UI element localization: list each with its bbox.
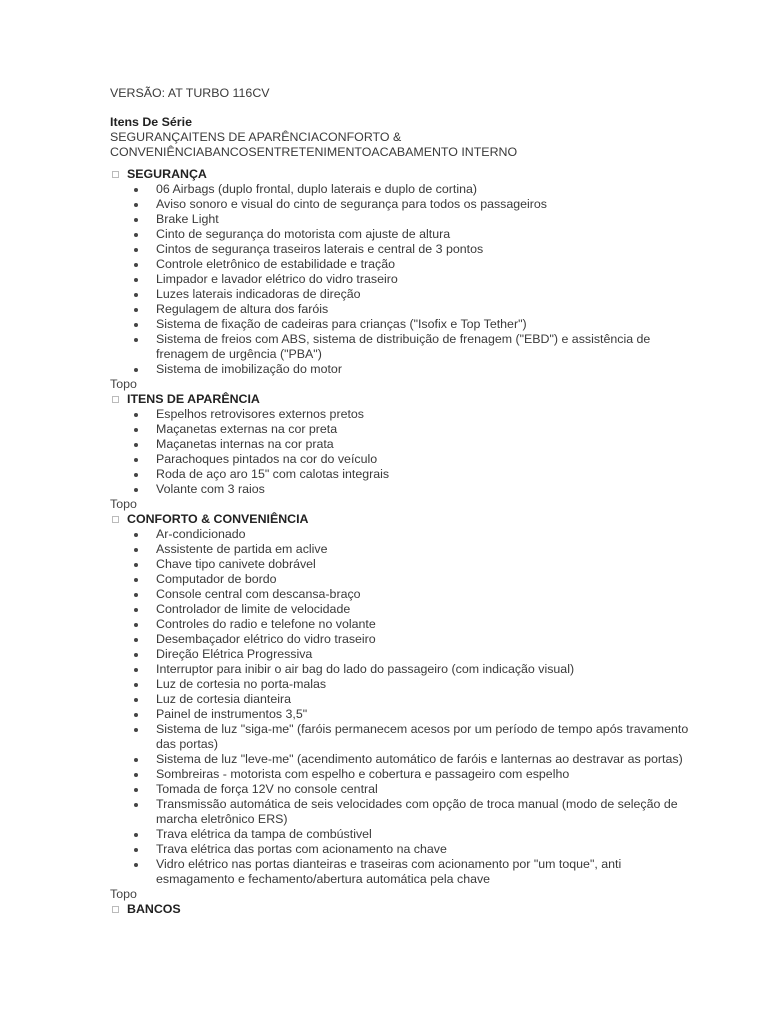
bullet-icon — [134, 428, 138, 432]
bullet-icon — [134, 788, 138, 792]
list-item-text: Sistema de luz "siga-me" (faróis permanecem acesos por um período de tempo após travamento das portas) — [156, 722, 689, 751]
list-item-text: Trava elétrica das portas com acionamento na chave — [156, 842, 447, 856]
list-item-text: Regulagem de altura dos faróis — [156, 302, 329, 316]
list-item — [110, 647, 690, 662]
list-item-text: Parachoques pintados na cor do veículo — [156, 452, 378, 466]
list-item — [110, 527, 690, 542]
list-item-text: Controles do radio e telefone no volante — [156, 617, 376, 631]
list-item-text: Luzes laterais indicadoras de direção — [156, 287, 361, 301]
list-item-text: Console central com descansa-braço — [156, 587, 361, 601]
bullet-icon — [134, 638, 138, 642]
list-item-text: Espelhos retrovisores externos pretos — [156, 407, 364, 421]
bullet-icon — [134, 248, 138, 252]
list-item — [110, 572, 690, 587]
list-item — [110, 197, 690, 212]
list-item-text: Sistema de freios com ABS, sistema de distribuição de frenagem ("EBD") e assistência de frenagem de urgência ("PBA") — [156, 332, 651, 361]
list-item-text: Sombreiras - motorista com espelho e cobertura e passageiro com espelho — [156, 767, 570, 781]
section — [110, 902, 690, 917]
list-item — [110, 632, 690, 647]
bullet-icon — [134, 668, 138, 672]
list-item-text: Sistema de luz "leve-me" (acendimento automático de faróis e lanternas ao destravar as portas) — [156, 752, 683, 766]
bullet-icon — [134, 608, 138, 612]
bullet-icon — [134, 533, 138, 537]
bullet-icon — [134, 323, 138, 327]
list-item-text: Tomada de força 12V no console central — [156, 782, 378, 796]
list-item — [110, 587, 690, 602]
list-item — [110, 317, 690, 332]
list-item-text: Controle eletrônico de estabilidade e tração — [156, 257, 396, 271]
list-item-text: Limpador e lavador elétrico do vidro traseiro — [156, 272, 398, 286]
bullet-icon — [134, 848, 138, 852]
topo-link[interactable]: Topo — [110, 377, 137, 391]
list-item — [110, 542, 690, 557]
list-item-text: Chave tipo canivete dobrável — [156, 557, 316, 571]
list-item-text: Maçanetas internas na cor prata — [156, 437, 334, 451]
list-item — [110, 452, 690, 467]
bullet-icon — [134, 488, 138, 492]
bullet-icon — [134, 368, 138, 372]
section-header — [110, 512, 690, 527]
items-list — [110, 407, 690, 497]
list-item — [110, 602, 690, 617]
list-item-text: Cinto de segurança do motorista com ajuste de altura — [156, 227, 451, 241]
list-item-text: Interruptor para inibir o air bag do lado do passageiro (com indicação visual) — [156, 662, 575, 676]
bullet-icon — [134, 218, 138, 222]
list-item — [110, 482, 690, 497]
list-item — [110, 407, 690, 422]
list-item-text: Desembaçador elétrico do vidro traseiro — [156, 632, 376, 646]
section — [110, 392, 690, 512]
list-item — [110, 287, 690, 302]
list-item — [110, 857, 690, 887]
bullet-icon — [134, 833, 138, 837]
list-item — [110, 617, 690, 632]
list-item — [110, 677, 690, 692]
bullet-icon — [134, 278, 138, 282]
list-item — [110, 437, 690, 452]
list-item-text: Maçanetas externas na cor preta — [156, 422, 338, 436]
section-title: ITENS DE APARÊNCIA — [127, 392, 260, 406]
bullet-icon — [134, 203, 138, 207]
bullet-icon — [134, 683, 138, 687]
list-item-text: Brake Light — [156, 212, 219, 226]
list-item-text: Luz de cortesia no porta-malas — [156, 677, 327, 691]
bullet-icon — [134, 308, 138, 312]
list-item-text: Aviso sonoro e visual do cinto de segurança para todos os passageiros — [156, 197, 548, 211]
list-item — [110, 242, 690, 257]
bullet-icon — [134, 233, 138, 237]
bullet-icon — [134, 563, 138, 567]
bullet-icon — [134, 413, 138, 417]
list-item — [110, 212, 690, 227]
bullet-icon — [134, 443, 138, 447]
bullet-icon — [134, 548, 138, 552]
topo-link[interactable]: Topo — [110, 497, 137, 511]
list-item-text: Controlador de limite de velocidade — [156, 602, 351, 616]
bullet-icon — [134, 713, 138, 717]
list-item — [110, 722, 690, 752]
list-item-text: Transmissão automática de seis velocidades com opção de troca manual (modo de seleção de marcha eletrônico ERS) — [156, 797, 678, 826]
bullet-icon — [134, 758, 138, 762]
list-item — [110, 782, 690, 797]
bullet-icon — [134, 458, 138, 462]
bullet-icon — [134, 803, 138, 807]
bullet-icon — [134, 863, 138, 867]
version-title: VERSÃO: AT TURBO 116CV — [110, 86, 270, 100]
list-item-text: Roda de aço aro 15" com calotas integrais — [156, 467, 390, 481]
bullet-icon — [134, 263, 138, 267]
section-title: CONFORTO & CONVENIÊNCIA — [127, 512, 309, 526]
document-content — [110, 86, 690, 917]
list-item — [110, 422, 690, 437]
bullet-icon — [134, 728, 138, 732]
expand-box-icon[interactable] — [112, 396, 119, 403]
list-item — [110, 332, 690, 362]
list-item-text: Ar-condicionado — [156, 527, 246, 541]
bullet-icon — [134, 578, 138, 582]
list-item-text: Sistema de imobilização do motor — [156, 362, 342, 376]
topo-link[interactable]: Topo — [110, 887, 137, 901]
list-item — [110, 662, 690, 677]
expand-box-icon[interactable] — [112, 906, 119, 913]
bullet-icon — [134, 773, 138, 777]
list-item — [110, 842, 690, 857]
list-item-text: Cintos de segurança traseiros laterais e central de 3 pontos — [156, 242, 484, 256]
list-item-text: Volante com 3 raios — [156, 482, 265, 496]
expand-box-icon[interactable] — [112, 171, 119, 178]
list-item — [110, 827, 690, 842]
list-item — [110, 362, 690, 377]
bullet-icon — [134, 623, 138, 627]
series-title: Itens De Série — [110, 115, 192, 129]
series-nav-links[interactable]: SEGURANÇAITENS DE APARÊNCIACONFORTO & CONVENIÊNCIABANCOSENTRETENIMENTOACABAMENTO INTERNO — [110, 130, 518, 159]
list-item-text: Vidro elétrico nas portas dianteiras e traseiras com acionamento por "um toque", anti esmagamento e fechamento/abertura automática pela chave — [156, 857, 622, 886]
list-item-text: Trava elétrica da tampa de combústivel — [156, 827, 372, 841]
list-item — [110, 182, 690, 197]
section — [110, 512, 690, 902]
bullet-icon — [134, 293, 138, 297]
list-item-text: Painel de instrumentos 3,5" — [156, 707, 308, 721]
list-item — [110, 467, 690, 482]
section-title: BANCOS — [127, 902, 181, 916]
list-item — [110, 272, 690, 287]
items-list — [110, 527, 690, 887]
bullet-icon — [134, 653, 138, 657]
section — [110, 167, 690, 392]
sections-container — [110, 167, 690, 917]
list-item-text: Computador de bordo — [156, 572, 277, 586]
section-header — [110, 392, 690, 407]
list-item — [110, 752, 690, 767]
bullet-icon — [134, 338, 138, 342]
list-item-text: Sistema de fixação de cadeiras para crianças ("Isofix e Top Tether") — [156, 317, 527, 331]
list-item — [110, 227, 690, 242]
list-item — [110, 707, 690, 722]
bullet-icon — [134, 593, 138, 597]
list-item-text: Assistente de partida em aclive — [156, 542, 328, 556]
list-item-text: Direção Elétrica Progressiva — [156, 647, 313, 661]
section-title: SEGURANÇA — [127, 167, 207, 181]
list-item — [110, 692, 690, 707]
list-item-text: Luz de cortesia dianteira — [156, 692, 292, 706]
list-item-text: 06 Airbags (duplo frontal, duplo laterais e duplo de cortina) — [156, 182, 477, 196]
bullet-icon — [134, 188, 138, 192]
list-item — [110, 557, 690, 572]
section-header — [110, 167, 690, 182]
items-list — [110, 182, 690, 377]
expand-box-icon[interactable] — [112, 516, 119, 523]
bullet-icon — [134, 698, 138, 702]
list-item — [110, 797, 690, 827]
list-item — [110, 767, 690, 782]
list-item — [110, 302, 690, 317]
bullet-icon — [134, 473, 138, 477]
section-header — [110, 902, 690, 917]
list-item — [110, 257, 690, 272]
